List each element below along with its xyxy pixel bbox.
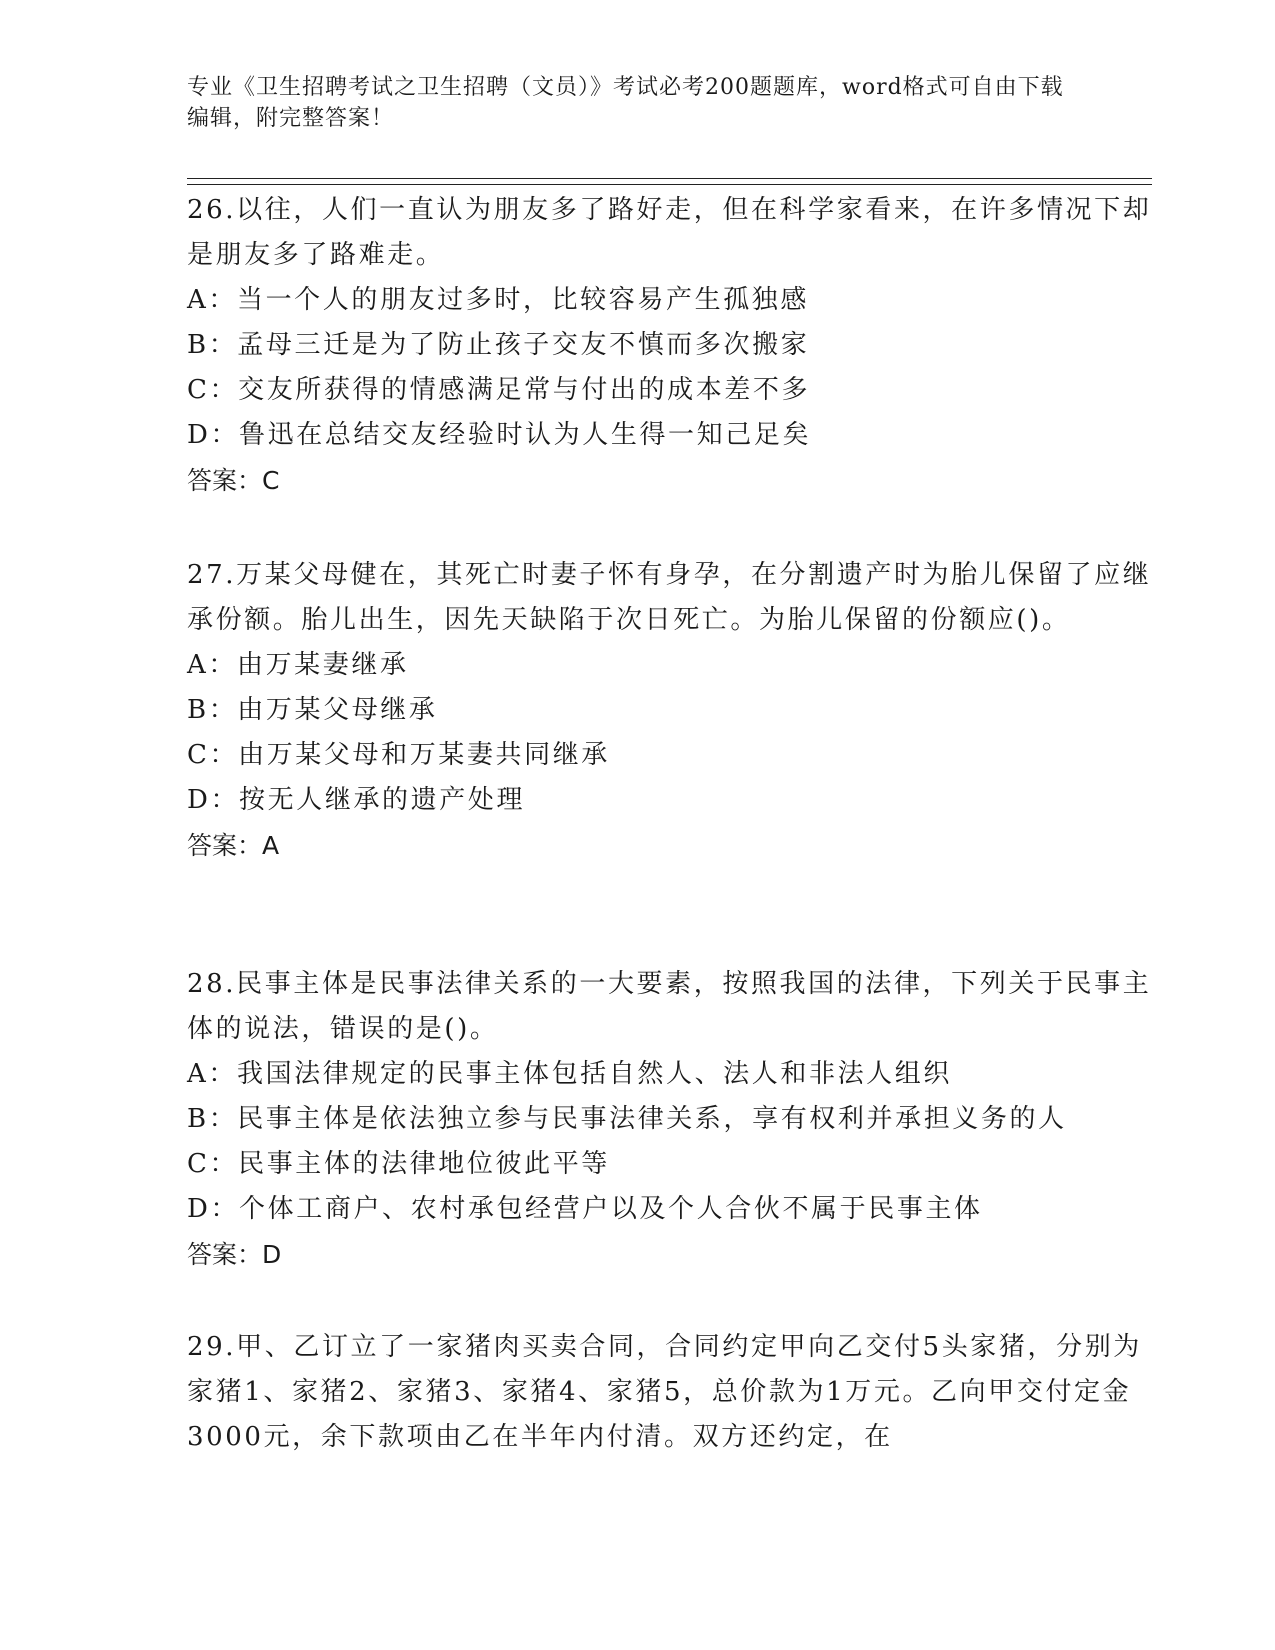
- option-c: C：交友所获得的情感满足常与付出的成本差不多: [187, 375, 811, 405]
- answer: 答案：C: [187, 466, 280, 495]
- header-divider-top: [187, 178, 1152, 179]
- option-a: A：由万某妻继承: [187, 650, 409, 680]
- question-stem: 27.万某父母健在，其死亡时妻子怀有身孕，在分割遗产时为胎儿保留了应继承份额。胎儿出生，因先天缺陷于次日死亡。为胎儿保留的份额应()。: [187, 560, 1152, 635]
- option-d: D：鲁迅在总结交友经验时认为人生得一知己足矣: [187, 420, 812, 450]
- question-29: [187, 1325, 1152, 1460]
- option-b: B：由万某父母继承: [187, 695, 438, 725]
- document-page: [187, 0, 1152, 1650]
- option-a: A：当一个人的朋友过多时，比较容易产生孤独感: [187, 285, 809, 315]
- answer: 答案：A: [187, 831, 280, 860]
- header-divider-bottom: [187, 184, 1152, 185]
- option-c: C：由万某父母和万某妻共同继承: [187, 740, 610, 770]
- option-b: B：孟母三迁是为了防止孩子交友不慎而多次搬家: [187, 330, 810, 360]
- question-27: [187, 553, 1152, 868]
- option-d: D：个体工商户、农村承包经营户以及个人合伙不属于民事主体: [187, 1194, 983, 1224]
- question-stem: 26.以往，人们一直认为朋友多了路好走，但在科学家看来，在许多情况下却是朋友多了路难走。: [187, 195, 1152, 270]
- option-a: A：我国法律规定的民事主体包括自然人、法人和非法人组织: [187, 1059, 952, 1089]
- question-stem: 29.甲、乙订立了一家猪肉买卖合同，合同约定甲向乙交付5头家猪，分别为家猪1、家猪2、家猪3、家猪4、家猪5，总价款为1万元。乙向甲交付定金3000元，余下款项由乙在半年内付清。双方还约定，在: [187, 1332, 1142, 1452]
- option-b: B：民事主体是依法独立参与民事法律关系，享有权利并承担义务的人: [187, 1104, 1067, 1134]
- question-stem: 28.民事主体是民事法律关系的一大要素，按照我国的法律，下列关于民事主体的说法，错误的是()。: [187, 969, 1152, 1044]
- question-26: [187, 188, 1152, 503]
- document-header: 专业《卫生招聘考试之卫生招聘（文员）》考试必考200题题库，word格式可自由下载编辑，附完整答案！: [187, 75, 1064, 131]
- question-28: [187, 962, 1152, 1277]
- option-c: C：民事主体的法律地位彼此平等: [187, 1149, 610, 1179]
- option-d: D：按无人继承的遗产处理: [187, 785, 526, 815]
- answer: 答案：D: [187, 1240, 282, 1269]
